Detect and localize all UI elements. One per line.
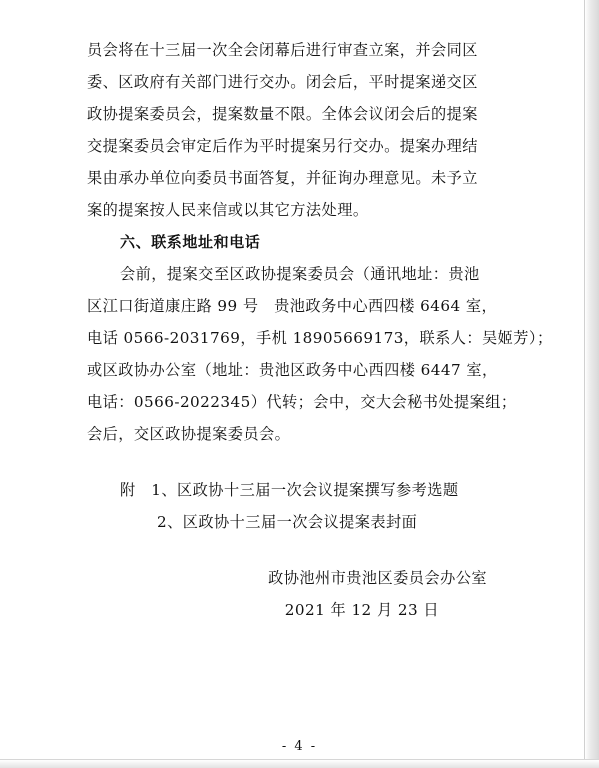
attachment-item: 附 1、区政协十三届一次会议提案撰写参考选题 [120,481,459,499]
paragraph-line: 交提案委员会审定后作为平时提案另行交办。提案办理结 [87,137,478,155]
page-edge-shadow-bottom [0,759,599,768]
paragraph-line: 员会将在十三届一次全会闭幕后进行审查立案，并会同区 [87,41,478,59]
contact-line: 或区政协办公室（地址：贵池区政务中心西四楼 6447 室， [87,361,498,379]
contact-line: 电话：0566-2022345）代转；会中，交大会秘书处提案组； [87,393,517,411]
paragraph-line: 果由承办单位向委员书面答复，并征询办理意见。未予立 [87,169,478,187]
attachment-item: 2、区政协十三届一次会议提案表封面 [157,513,418,531]
contact-line: 会前，提案交至区政协提案委员会（通讯地址：贵池 [120,265,480,283]
section-heading: 六、联系地址和电话 [120,233,261,251]
contact-line: 会后，交区政协提案委员会。 [87,425,291,443]
paragraph-line: 政协提案委员会，提案数量不限。全体会议闭会后的提案 [87,105,478,123]
page-number: - 4 - [281,739,318,754]
contact-line: 电话 0566-2031769，手机 18905669173，联系人：吴姬芳）； [87,329,553,347]
paragraph-line: 案的提案按人民来信或以其它方法处理。 [87,201,369,219]
paragraph-line: 委、区政府有关部门进行交办。闭会后，平时提案递交区 [87,73,478,91]
contact-line: 区江口街道康庄路 99 号 贵池政务中心西四楼 6464 室， [87,297,498,315]
signature-organization: 政协池州市贵池区委员会办公室 [268,569,487,587]
signature-date: 2021 年 12 月 23 日 [284,601,439,619]
page-edge-shadow-right [584,0,599,768]
